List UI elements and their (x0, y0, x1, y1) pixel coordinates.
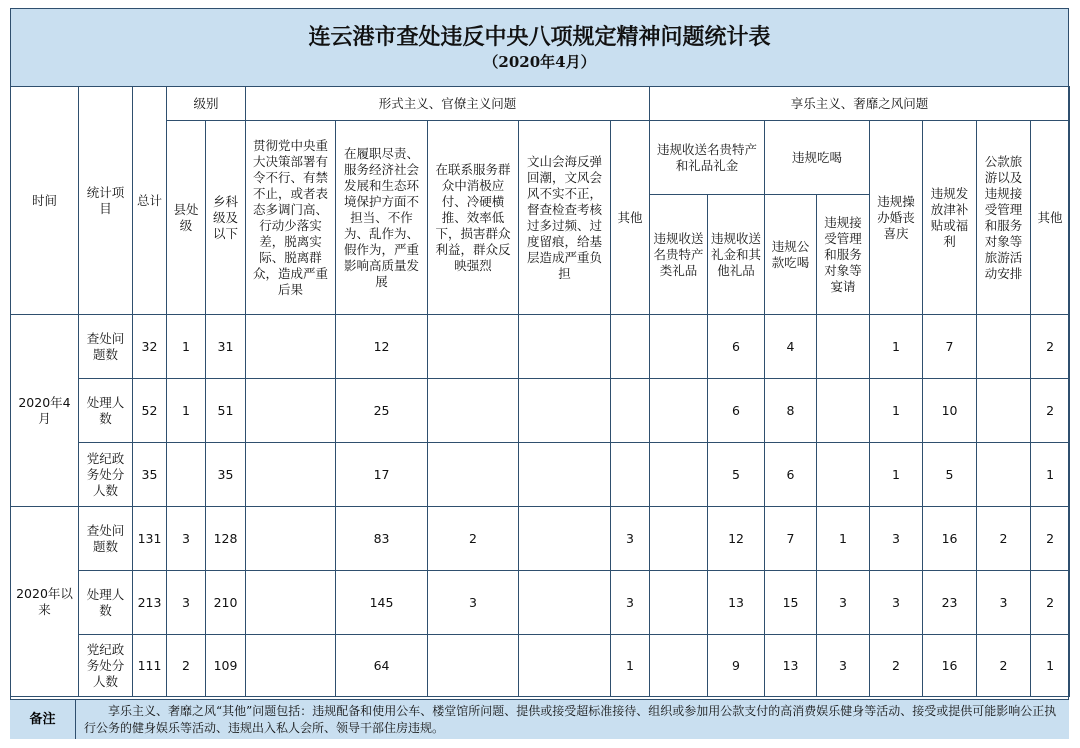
value-cell: 210 (206, 571, 246, 635)
value-cell (611, 315, 650, 379)
value-cell (428, 635, 519, 697)
value-cell (650, 571, 708, 635)
value-cell (611, 379, 650, 443)
value-cell: 2 (1031, 315, 1070, 379)
value-cell: 2 (977, 507, 1031, 571)
table-row (11, 507, 1070, 571)
value-cell: 6 (708, 379, 765, 443)
header-formalism-1: 贯彻党中央重大决策部署有令不行、有禁不止，或者表态多调门高、行动少落实差，脱离实际、脱离群众，造成严重后果 (246, 121, 336, 315)
value-cell (167, 443, 206, 507)
value-cell: 5 (708, 443, 765, 507)
value-cell: 17 (336, 443, 428, 507)
value-cell: 1 (167, 379, 206, 443)
table-row (11, 635, 1070, 697)
table-row (11, 571, 1070, 635)
value-cell: 128 (206, 507, 246, 571)
value-cell (519, 315, 611, 379)
header-hedonism-2: 违规收送礼金和其他礼品 (708, 195, 765, 315)
value-cell: 4 (765, 315, 817, 379)
header-hedonism-5: 违规操办婚丧喜庆 (870, 121, 923, 315)
value-cell: 51 (206, 379, 246, 443)
value-cell: 1 (1031, 443, 1070, 507)
value-cell: 1 (870, 443, 923, 507)
value-cell (977, 379, 1031, 443)
value-cell (817, 315, 870, 379)
table-row (11, 443, 1070, 507)
header-total: 总计 (133, 87, 167, 315)
value-cell: 1 (870, 379, 923, 443)
row-label: 查处问题数 (79, 315, 133, 379)
value-cell: 10 (923, 379, 977, 443)
page-subtitle: （2020年4月） (483, 53, 596, 71)
statistics-sheet (10, 8, 1069, 738)
value-cell: 3 (611, 571, 650, 635)
value-cell: 3 (870, 571, 923, 635)
value-cell (246, 379, 336, 443)
header-hedonism-7: 公款旅游以及违规接受管理和服务对象等旅游活动安排 (977, 121, 1031, 315)
value-cell: 7 (765, 507, 817, 571)
value-cell: 1 (1031, 635, 1070, 697)
period-label: 2020年以来 (11, 507, 79, 697)
value-cell: 3 (817, 571, 870, 635)
value-cell: 31 (206, 315, 246, 379)
value-cell: 1 (870, 315, 923, 379)
value-cell (519, 443, 611, 507)
value-cell: 7 (923, 315, 977, 379)
header-county-level: 县处级 (167, 121, 206, 315)
value-cell (519, 635, 611, 697)
row-label: 党纪政务处分人数 (79, 635, 133, 697)
value-cell (428, 315, 519, 379)
value-cell (519, 571, 611, 635)
value-cell: 145 (336, 571, 428, 635)
header-hedonism-group: 享乐主义、奢靡之风问题 (650, 87, 1070, 121)
value-cell (650, 635, 708, 697)
header-dining-group: 违规吃喝 (765, 121, 870, 195)
value-cell: 15 (765, 571, 817, 635)
value-cell: 2 (1031, 379, 1070, 443)
value-cell: 16 (923, 507, 977, 571)
value-cell: 9 (708, 635, 765, 697)
header-township-level: 乡科级及以下 (206, 121, 246, 315)
value-cell (650, 315, 708, 379)
header-level: 级别 (167, 87, 246, 121)
value-cell (246, 571, 336, 635)
statistics-table (10, 86, 1070, 697)
remark-text: 享乐主义、奢靡之风“其他”问题包括：违规配备和使用公车、楼堂馆所问题、提供或接受超标准接待、组织或参加用公款支付的高消费娱乐健身等活动、接受或提供可能影响公正执行公务的健身娱乐等活动、违规出入私人会所、领导干部住房违规。 (84, 704, 1057, 735)
row-label: 处理人数 (79, 379, 133, 443)
value-cell: 111 (133, 635, 167, 697)
value-cell: 2 (977, 635, 1031, 697)
row-label: 查处问题数 (79, 507, 133, 571)
value-cell: 3 (167, 571, 206, 635)
value-cell (246, 635, 336, 697)
value-cell: 12 (708, 507, 765, 571)
value-cell (246, 315, 336, 379)
remark-label: 备注 (10, 700, 76, 739)
value-cell: 1 (167, 315, 206, 379)
header-hedonism-3: 违规公款吃喝 (765, 195, 817, 315)
value-cell: 5 (923, 443, 977, 507)
value-cell (817, 379, 870, 443)
value-cell: 13 (708, 571, 765, 635)
row-label: 党纪政务处分人数 (79, 443, 133, 507)
value-cell (650, 507, 708, 571)
value-cell (650, 443, 708, 507)
title-bar (11, 9, 1068, 87)
value-cell (428, 379, 519, 443)
value-cell: 6 (765, 443, 817, 507)
value-cell: 12 (336, 315, 428, 379)
header-hedonism-1: 违规收送名贵特产类礼品 (650, 195, 708, 315)
header-stat-item: 统计项目 (79, 87, 133, 315)
header-formalism-4: 文山会海反弹回潮，文风会风不实不正，督查检查考核过多过频、过度留痕，给基层造成严重负担 (519, 121, 611, 315)
value-cell (611, 443, 650, 507)
value-cell: 3 (817, 635, 870, 697)
value-cell: 1 (817, 507, 870, 571)
header-hedonism-6: 违规发放津补贴或福利 (923, 121, 977, 315)
value-cell: 64 (336, 635, 428, 697)
value-cell: 2 (870, 635, 923, 697)
value-cell: 8 (765, 379, 817, 443)
page-title: 连云港市查处违反中央八项规定精神问题统计表 (308, 24, 771, 50)
value-cell: 109 (206, 635, 246, 697)
value-cell (246, 507, 336, 571)
value-cell: 131 (133, 507, 167, 571)
value-cell: 3 (870, 507, 923, 571)
header-formalism-other: 其他 (611, 121, 650, 315)
header-time: 时间 (11, 87, 79, 315)
value-cell: 35 (206, 443, 246, 507)
value-cell: 23 (923, 571, 977, 635)
value-cell: 13 (765, 635, 817, 697)
value-cell (817, 443, 870, 507)
value-cell (977, 315, 1031, 379)
value-cell: 16 (923, 635, 977, 697)
header-formalism-group: 形式主义、官僚主义问题 (246, 87, 650, 121)
period-label: 2020年4月 (11, 315, 79, 507)
remark-bar (10, 699, 1069, 739)
value-cell: 2 (428, 507, 519, 571)
value-cell: 2 (1031, 507, 1070, 571)
value-cell: 83 (336, 507, 428, 571)
row-label: 处理人数 (79, 571, 133, 635)
header-formalism-3: 在联系服务群众中消极应付、冷硬横推、效率低下，损害群众利益，群众反映强烈 (428, 121, 519, 315)
value-cell: 32 (133, 315, 167, 379)
header-formalism-2: 在履职尽责、服务经济社会发展和生态环境保护方面不担当、不作为、乱作为、假作为，严重影响高质量发展 (336, 121, 428, 315)
value-cell (519, 379, 611, 443)
value-cell: 1 (611, 635, 650, 697)
value-cell (428, 443, 519, 507)
value-cell (519, 507, 611, 571)
value-cell: 25 (336, 379, 428, 443)
value-cell: 3 (611, 507, 650, 571)
value-cell: 2 (1031, 571, 1070, 635)
value-cell: 213 (133, 571, 167, 635)
table-row (11, 379, 1070, 443)
value-cell: 3 (428, 571, 519, 635)
value-cell: 52 (133, 379, 167, 443)
value-cell (246, 443, 336, 507)
header-hedonism-other: 其他 (1031, 121, 1070, 315)
header-gift-group: 违规收送名贵特产和礼品礼金 (650, 121, 765, 195)
value-cell: 35 (133, 443, 167, 507)
value-cell: 3 (977, 571, 1031, 635)
value-cell: 3 (167, 507, 206, 571)
value-cell: 2 (167, 635, 206, 697)
header-hedonism-4: 违规接受管理和服务对象等宴请 (817, 195, 870, 315)
value-cell (977, 443, 1031, 507)
table-row (11, 315, 1070, 379)
value-cell: 6 (708, 315, 765, 379)
value-cell (650, 379, 708, 443)
